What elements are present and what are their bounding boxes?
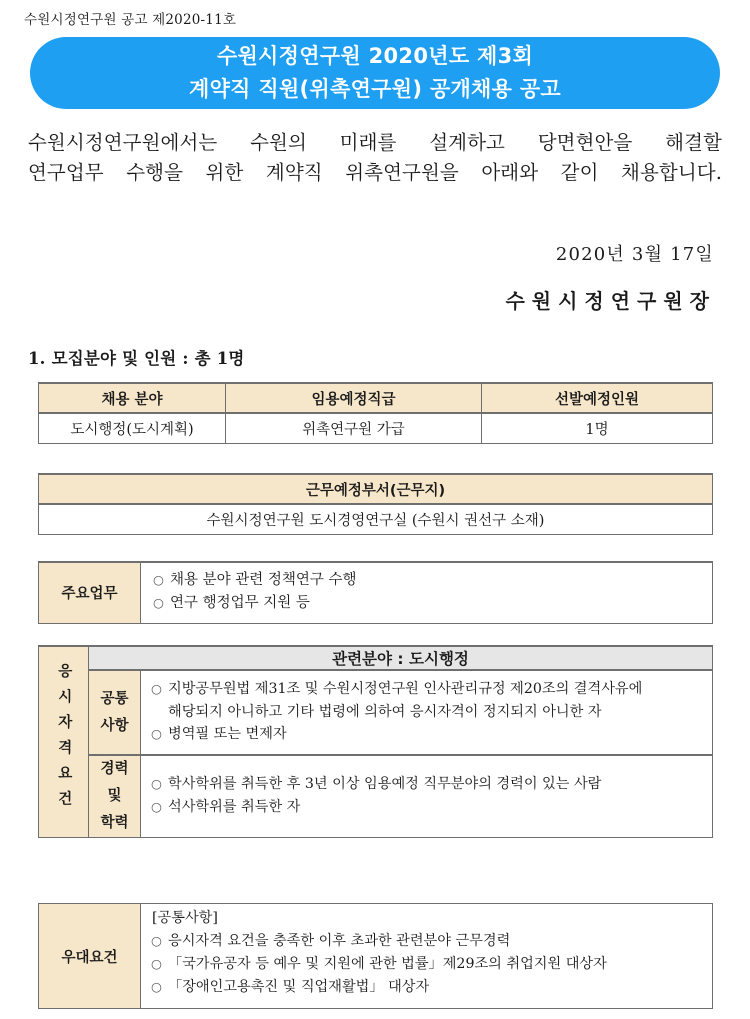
list-item: ○ 석사학위를 취득한 자 [151, 796, 706, 819]
column-header-field: 채용 분야 [39, 383, 226, 413]
main-duties-table [38, 561, 713, 624]
list-item-continuation: 해당되지 아니하고 기타 법령에 의하여 응시자격이 정지되지 아니한 자 [168, 703, 602, 720]
qualification-field-header: 관련분야 : 도시행정 [89, 646, 713, 670]
cell-count-value: 1명 [482, 413, 713, 443]
intro-line-2: 연구업무 수행을 위한 계약직 위촉연구원을 아래와 같이 채용합니다. [28, 161, 722, 185]
career-requirement-list [141, 766, 712, 826]
section-heading-1: 1. 모집분야 및 인원 : 총 1명 [28, 349, 245, 368]
row-label-common-requirements [89, 670, 141, 755]
row-label-preferred-conditions: 우대요건 [39, 904, 141, 1009]
table-header-row [39, 646, 713, 670]
list-item: ○ 지방공무원법 제31조 및 수원시정연구원 인사관리규정 제20조의 결격사유에 [151, 678, 706, 701]
table-row [39, 413, 713, 443]
column-header-workplace: 근무예정부서(근무지) [39, 474, 713, 504]
cell-main-duties-list [141, 562, 713, 623]
table-header-row [39, 474, 713, 504]
signature-title: 수원시정연구원장 [505, 289, 716, 313]
sublabel-line-1: 공통 [100, 690, 129, 707]
workplace-table [38, 473, 713, 535]
cell-workplace-value: 수원시정연구원 도시경영연구실 (수원시 권선구 소재) [39, 504, 713, 534]
row-label-career-education [89, 755, 141, 837]
preferred-subtitle: [공통사항] [152, 910, 218, 926]
list-item: ○ 「국가유공자 등 예우 및 지원에 관한 법률」제29조의 취업지원 대상자 [151, 953, 706, 976]
row-label-qualification-requirements [39, 646, 89, 837]
cell-grade-value: 위촉연구원 가급 [226, 413, 482, 443]
sublabel-line-2: 및 [107, 787, 122, 804]
intro-paragraph [28, 128, 722, 188]
list-item: ○ 「장애인고용촉진 및 직업재활법」 대상자 [151, 976, 706, 999]
table-row [39, 755, 713, 837]
cell-common-requirements [141, 670, 713, 755]
table-row [39, 670, 713, 755]
list-item: ○ 연구 행정업무 지원 등 [153, 592, 712, 615]
list-item: ○ 병역필 또는 면제자 [151, 723, 706, 746]
row-label-main-duties: 주요업무 [39, 562, 141, 623]
preferred-list [141, 904, 712, 1008]
list-item: ○ 학사학위를 취득한 후 3년 이상 임용예정 직무분야의 경력이 있는 사람 [151, 773, 706, 796]
banner-title-line-1: 수원시정연구원 2020년도 제3회 [216, 44, 534, 69]
title-banner [30, 37, 720, 109]
sublabel-line-1: 경력 [100, 761, 129, 778]
sublabel-line-3: 학력 [100, 814, 129, 831]
list-item: ○ 응시자격 요건을 충족한 이후 초과한 관련분야 근무경력 [151, 930, 706, 953]
cell-preferred-conditions [141, 904, 713, 1009]
sublabel-line-2: 사항 [100, 717, 129, 734]
notice-number: 수원시정연구원 공고 제2020-11호 [24, 12, 237, 28]
banner-title-line-2: 계약직 직원(위촉연구원) 공개채용 공고 [188, 77, 561, 101]
qualification-table [38, 645, 713, 838]
announcement-date: 2020년 3월 17일 [555, 244, 714, 265]
list-item: ○ 채용 분야 관련 정책연구 수행 [153, 569, 712, 592]
vertical-label-text: 응시자격요건 [55, 663, 72, 817]
table-row [39, 562, 713, 623]
table-row [39, 904, 713, 1009]
column-header-grade: 임용예정직급 [226, 383, 482, 413]
table-header-row [39, 383, 713, 413]
duty-bullet-list [141, 563, 712, 623]
common-requirement-list [141, 671, 712, 754]
intro-line-1: 수원시정연구원에서는 수원의 미래를 설계하고 당면현안을 해결할 [28, 131, 722, 154]
cell-field-value: 도시행정(도시계획) [39, 413, 226, 443]
preferred-conditions-table [38, 903, 713, 1009]
column-header-count: 선발예정인원 [482, 383, 713, 413]
table-row [39, 504, 713, 534]
cell-career-education [141, 755, 713, 837]
recruitment-field-table [38, 382, 713, 444]
